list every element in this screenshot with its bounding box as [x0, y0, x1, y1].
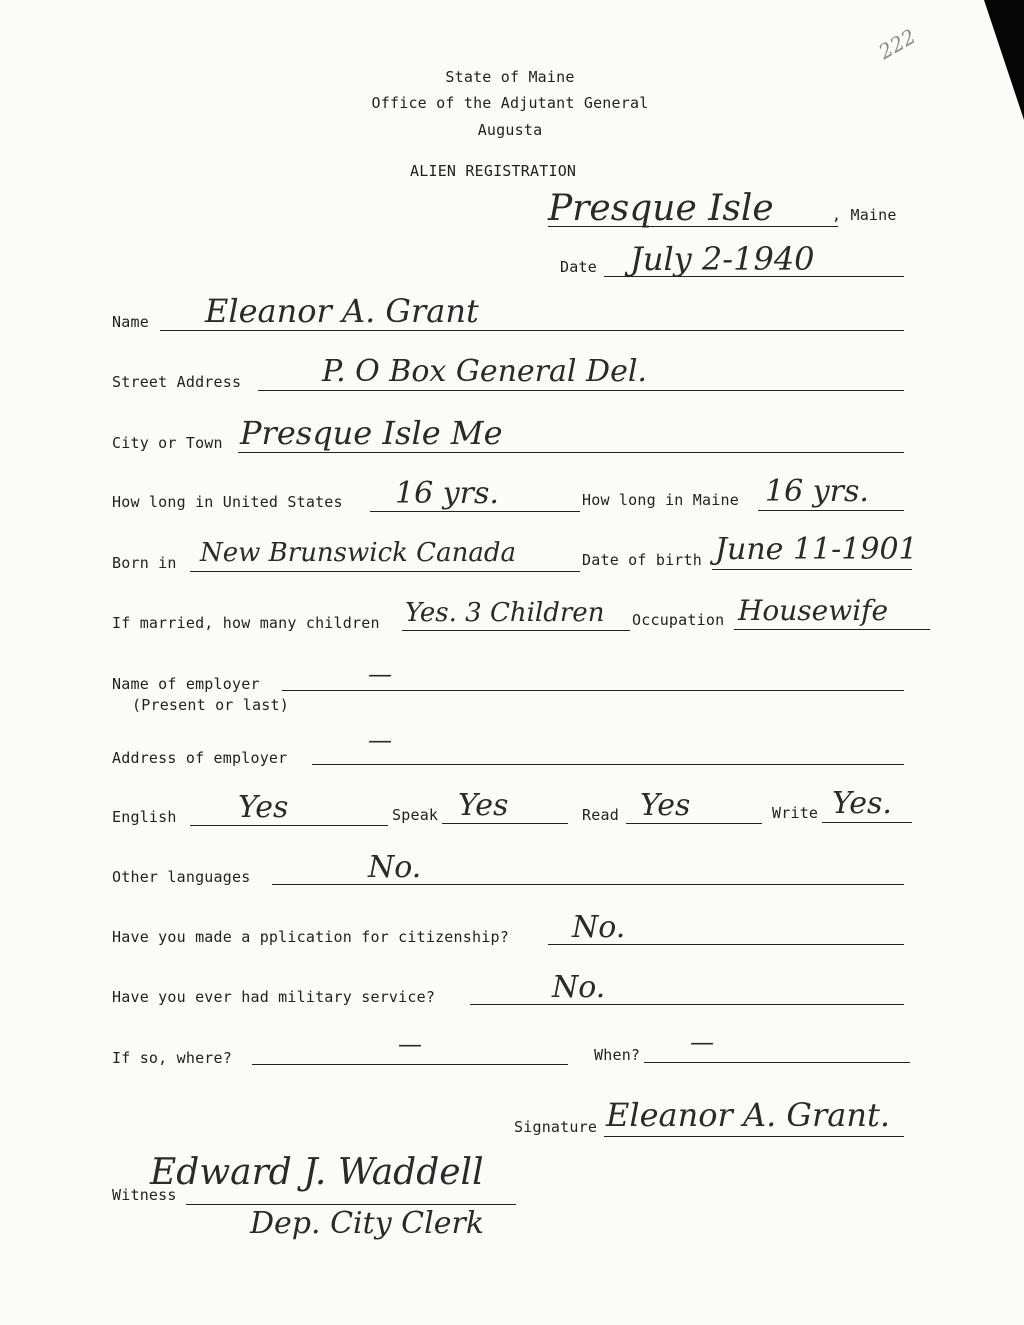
occupation-value: Housewife [738, 594, 889, 627]
street-line [258, 390, 904, 391]
maine-time-line [758, 510, 904, 511]
english-value: Yes [238, 790, 289, 825]
english-line [190, 825, 388, 826]
maine-time-label: How long in Maine [582, 491, 739, 509]
city-value: Presque Isle Me [240, 414, 503, 452]
when-line [644, 1062, 910, 1063]
dob-value: June 11-1901 [715, 532, 918, 567]
scan-corner [984, 0, 1024, 120]
military-label: Have you ever had military service? [112, 988, 436, 1006]
employer-value: — [368, 660, 392, 688]
street-value: P. O Box General Del. [322, 354, 647, 389]
name-line [160, 330, 904, 331]
occupation-label: Occupation [632, 611, 725, 629]
place-value: Presque Isle [548, 188, 774, 229]
employer-sublabel: (Present or last) [132, 696, 289, 714]
witness-signature: Edward J. Waddell [150, 1152, 484, 1193]
name-value: Eleanor A. Grant [205, 292, 479, 330]
where-label: If so, where? [112, 1049, 232, 1067]
military-value: No. [552, 970, 606, 1005]
date-line [604, 276, 904, 277]
employer-label: Name of employer [112, 675, 260, 693]
date-value: July 2-1940 [630, 240, 815, 278]
witness-line [186, 1204, 516, 1205]
us-time-line [370, 511, 580, 512]
children-line [402, 630, 630, 631]
english-label: English [112, 808, 177, 826]
header-state: State of Maine [445, 68, 575, 86]
form-title: ALIEN REGISTRATION [410, 162, 577, 180]
dob-label: Date of birth [582, 551, 702, 569]
street-label: Street Address [112, 373, 242, 391]
place-suffix: , Maine [832, 206, 897, 224]
us-time-label: How long in United States [112, 493, 343, 511]
when-label: When? [594, 1046, 641, 1064]
write-value: Yes. [832, 786, 892, 821]
read-line [626, 823, 762, 824]
citizenship-label: Have you made a pplication for citizenship? [112, 928, 509, 946]
employer-address-value: — [368, 726, 392, 754]
read-label: Read [582, 806, 619, 824]
city-label: City or Town [112, 434, 223, 452]
employer-address-line [312, 764, 904, 765]
speak-line [442, 823, 568, 824]
city-line [238, 452, 904, 453]
where-value: — [398, 1030, 422, 1058]
dob-line [712, 569, 912, 570]
other-languages-label: Other languages [112, 868, 251, 886]
signature-value: Eleanor A. Grant. [606, 1096, 890, 1134]
corner-number: 222 [874, 24, 920, 64]
born-in-line [190, 571, 580, 572]
other-languages-line [272, 884, 904, 885]
write-line [822, 822, 912, 823]
read-value: Yes [640, 788, 691, 823]
citizenship-value: No. [572, 910, 626, 945]
speak-value: Yes [458, 788, 509, 823]
signature-label: Signature [514, 1118, 598, 1136]
where-line [252, 1064, 568, 1065]
maine-time-value: 16 yrs. [765, 474, 869, 509]
citizenship-line [548, 944, 904, 945]
children-value: Yes. 3 Children [405, 598, 605, 628]
signature-line [604, 1136, 904, 1137]
witness-label: Witness [112, 1186, 177, 1204]
witness-title: Dep. City Clerk [250, 1206, 484, 1241]
children-label: If married, how many children [112, 614, 380, 632]
when-value: — [690, 1028, 714, 1056]
born-in-value: New Brunswick Canada [200, 538, 516, 568]
employer-address-label: Address of employer [112, 749, 288, 767]
write-label: Write [772, 804, 819, 822]
name-label: Name [112, 313, 149, 331]
date-label: Date [560, 258, 597, 276]
header-office: Office of the Adjutant General [371, 94, 649, 112]
military-line [470, 1004, 904, 1005]
us-time-value: 16 yrs. [395, 476, 499, 511]
place-line [548, 226, 838, 227]
speak-label: Speak [392, 806, 439, 824]
born-in-label: Born in [112, 554, 177, 572]
occupation-line [734, 629, 930, 630]
header-city: Augusta [477, 121, 543, 139]
other-languages-value: No. [368, 850, 422, 885]
employer-line [282, 690, 904, 691]
